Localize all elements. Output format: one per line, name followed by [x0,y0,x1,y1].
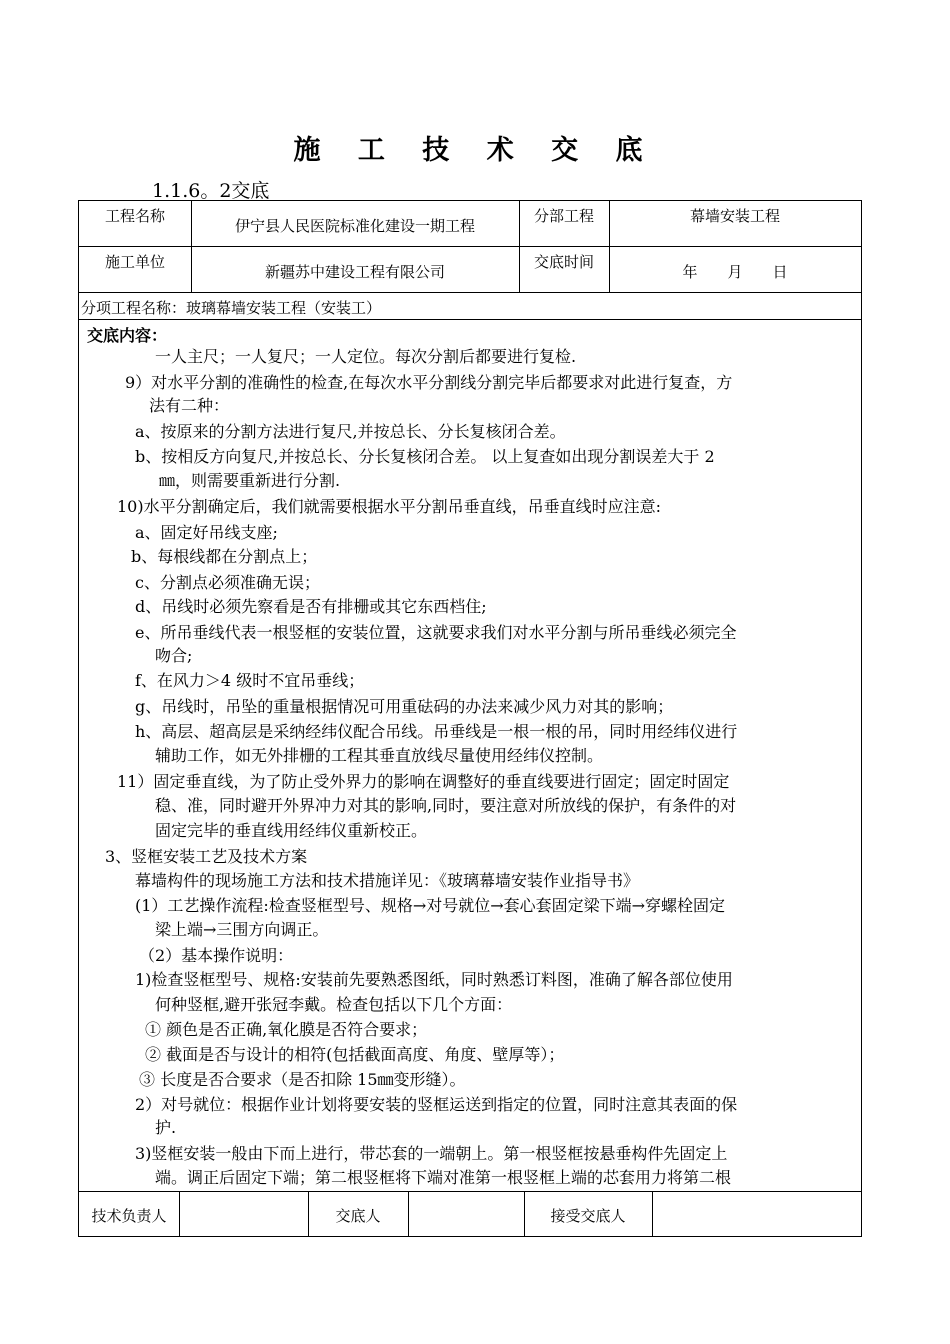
content-line: ① 颜色是否正确,氧化膜是否符合要求； [145,1020,428,1039]
content-line: (1）工艺操作流程:检查竖框型号、规格→对号就位→套心套固定梁下端→穿螺栓固定 [135,896,726,915]
content-line: 9）对水平分割的准确性的检查,在每次水平分割线分割完毕后都要求对此进行复查，方 [125,373,733,392]
constructor-label: 施工单位 [104,253,165,271]
content-line: 端。调正后固定下端；第二根竖框将下端对准第一根竖框上端的芯套用力将第二根 [155,1168,732,1187]
receiver-label: 接受交底人 [550,1207,626,1225]
content-line: ㎜，则需要重新进行分割. [159,471,341,490]
date-value: 年 月 日 [682,263,788,281]
content-line: e、所吊垂线代表一根竖框的安装位置，这就要求我们对水平分割与所吊垂线必须完全 [135,623,737,642]
content-line: f、在风力＞4 级时不宜吊垂线； [135,671,365,690]
content-line: b、按相反方向复尺,并按总长、分长复核闭合差。 以上复查如出现分割误差大于 2 [135,447,715,466]
row-divider [79,246,861,247]
content-line: a、固定好吊线支座; [135,523,278,542]
content-line: 3)竖框安装一般由下而上进行，带芯套的一端朝上。第一根竖框按悬垂构件先固定上 [135,1144,728,1163]
division-value: 幕墙安装工程 [689,207,780,225]
subitem-name: 分项工程名称：玻璃幕墙安装工程（安装工） [81,299,382,317]
division-label: 分部工程 [533,207,594,225]
discloser-signature-field[interactable] [408,1191,524,1237]
content-line: 辅助工作，如无外排栅的工程其垂直放线尽量使用经纬仪控制。 [155,746,604,765]
content-line: ③ 长度是否合要求（是否扣除 15㎜变形缝）。 [139,1070,466,1089]
content-line: 1)检查竖框型号、规格:安装前先要熟悉图纸，同时熟悉订料图，准确了解各部位使用 [135,970,733,989]
content-line: 2）对号就位：根据作业计划将要安装的竖框运送到指定的位置，同时注意其表面的保 [135,1095,738,1114]
content-line: 吻合; [155,646,193,665]
discloser-label: 交底人 [335,1207,381,1225]
row-divider [79,319,861,320]
content-line: d、吊线时必须先察看是否有排栅或其它东西档住; [135,597,487,616]
content-line: b、每根线都在分割点上； [131,547,318,566]
content-line: 固定完毕的垂直线用经纬仪重新校正。 [155,821,428,840]
row-divider [79,292,861,293]
receiver-signature-field[interactable] [652,1191,861,1237]
project-name-value: 伊宁县人民医院标准化建设一期工程 [234,217,475,235]
document-title: 施 工 技 术 交 底 [293,135,657,166]
content-line: 何种竖框,避开张冠李戴。检查包括以下几个方面： [155,995,513,1014]
constructor-value: 新疆苏中建设工程有限公司 [264,263,445,281]
content-line: c、分割点必须准确无误； [135,573,320,592]
content-line: （2）基本操作说明： [139,946,294,965]
content-line: 法有二种： [149,396,230,415]
content-line: 稳、准，同时避开外界冲力对其的影响,同时，要注意对所放线的保护，有条件的对 [155,796,737,815]
content-line: h、高层、超高层是采纳经纬仪配合吊线。吊垂线是一根一根的吊，同时用经纬仪进行 [135,722,738,741]
tech-lead-label: 技术负责人 [91,1207,167,1225]
content-line: g、吊线时，吊坠的重量根据情况可用重砝码的办法来减少风力对其的影响； [135,697,674,716]
content-line: 11）固定垂直线，为了防止受外界力的影响在调整好的垂直线要进行固定；固定时固定 [117,772,730,791]
date-label: 交底时间 [533,253,594,271]
content-line: 幕墙构件的现场施工方法和技术措施详见：《玻璃幕墙安装作业指导书》 [135,871,640,890]
content-line: 10)水平分割确定后，我们就需要根据水平分割吊垂直线，吊垂直线时应注意: [117,497,661,516]
project-name-label: 工程名称 [104,207,165,225]
tech-lead-signature-field[interactable] [179,1191,308,1237]
disclosure-table [78,200,862,1237]
content-line: 3、竖框安装工艺及技术方案 [105,847,308,866]
content-line: ② 截面是否与设计的相符(包括截面高度、角度、壁厚等）； [145,1045,565,1064]
content-line: a、按原来的分割方法进行复尺,并按总长、分长复核闭合差。 [135,422,566,441]
content-heading: 交底内容： [87,326,168,345]
section-number: 1.1.6。2交底 [152,180,270,202]
content-line: 护. [155,1118,177,1137]
content-line: 梁上端→三围方向调正。 [155,920,329,939]
content-line: 一人主尺；一人复尺；一人定位。每次分割后都要进行复检. [155,347,577,366]
